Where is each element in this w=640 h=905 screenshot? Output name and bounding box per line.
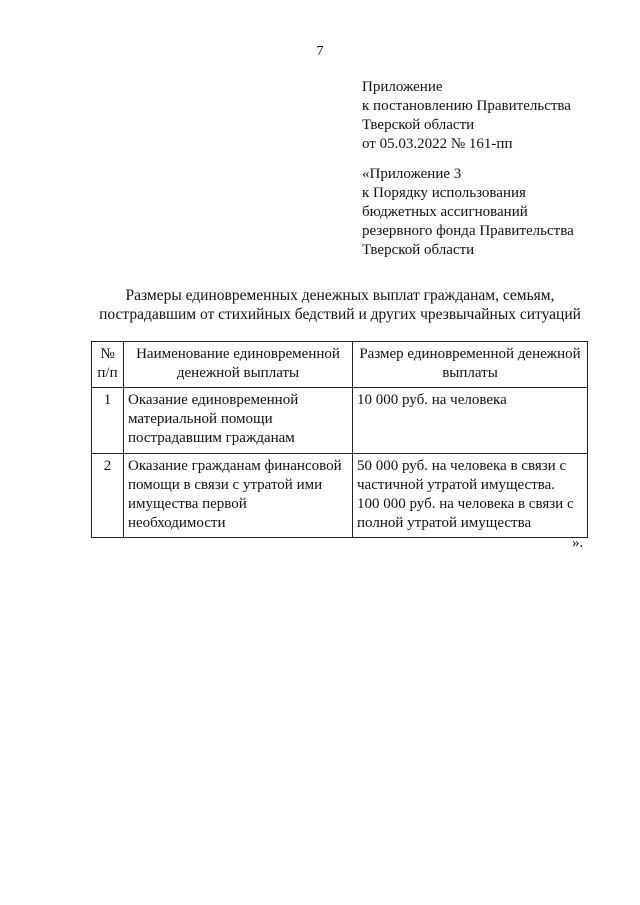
header-payment-name: Наименование единовременной денежной выплаты <box>124 342 353 388</box>
table-row <box>92 454 588 538</box>
payment-amount-line: 100 000 руб. на человека в связи с полной утратой имущества <box>357 496 574 531</box>
cited-appendix-line: резервного фонда Правительства <box>362 223 574 239</box>
appendix-header <box>362 78 622 154</box>
appendix-line: Приложение <box>362 79 443 95</box>
page-number: 7 <box>316 44 324 59</box>
payment-amount-line: 10 000 руб. на человека <box>357 392 507 408</box>
payment-amount-line: 50 000 руб. на человека в связи с частичной утратой имущества. <box>357 458 567 493</box>
row-number: 2 <box>92 454 124 538</box>
closing-quote: ». <box>572 535 584 551</box>
payment-name: Оказание единовременной материальной помощи пострадавшим гражданам <box>124 388 353 454</box>
row-number: 1 <box>92 388 124 454</box>
appendix-line: Тверской области <box>362 117 475 133</box>
table-header-row <box>92 342 588 388</box>
cited-appendix-line: Тверской области <box>362 242 475 258</box>
cited-appendix-line: «Приложение 3 <box>362 166 462 182</box>
header-payment-amount: Размер единовременной денежной выплаты <box>353 342 588 388</box>
document-title-line: пострадавшим от стихийных бедствий и других чрезвычайных ситуаций <box>99 306 581 323</box>
cited-appendix-line: бюджетных ассигнований <box>362 204 528 220</box>
appendix-date-number: от 05.03.2022 № 161-пп <box>362 136 513 152</box>
header-number: № п/п <box>92 342 124 388</box>
appendix-line: к постановлению Правительства <box>362 98 571 114</box>
payment-amount <box>353 388 588 454</box>
payment-amount <box>353 454 588 538</box>
payment-name: Оказание гражданам финансовой помощи в связи с утратой ими имущества первой необходимости <box>124 454 353 538</box>
document-title-line: Размеры единовременных денежных выплат гражданам, семьям, <box>125 287 555 304</box>
document-title <box>60 286 620 324</box>
table-row <box>92 388 588 454</box>
payments-table <box>91 341 588 538</box>
cited-appendix-header <box>362 165 622 260</box>
cited-appendix-line: к Порядку использования <box>362 185 526 201</box>
